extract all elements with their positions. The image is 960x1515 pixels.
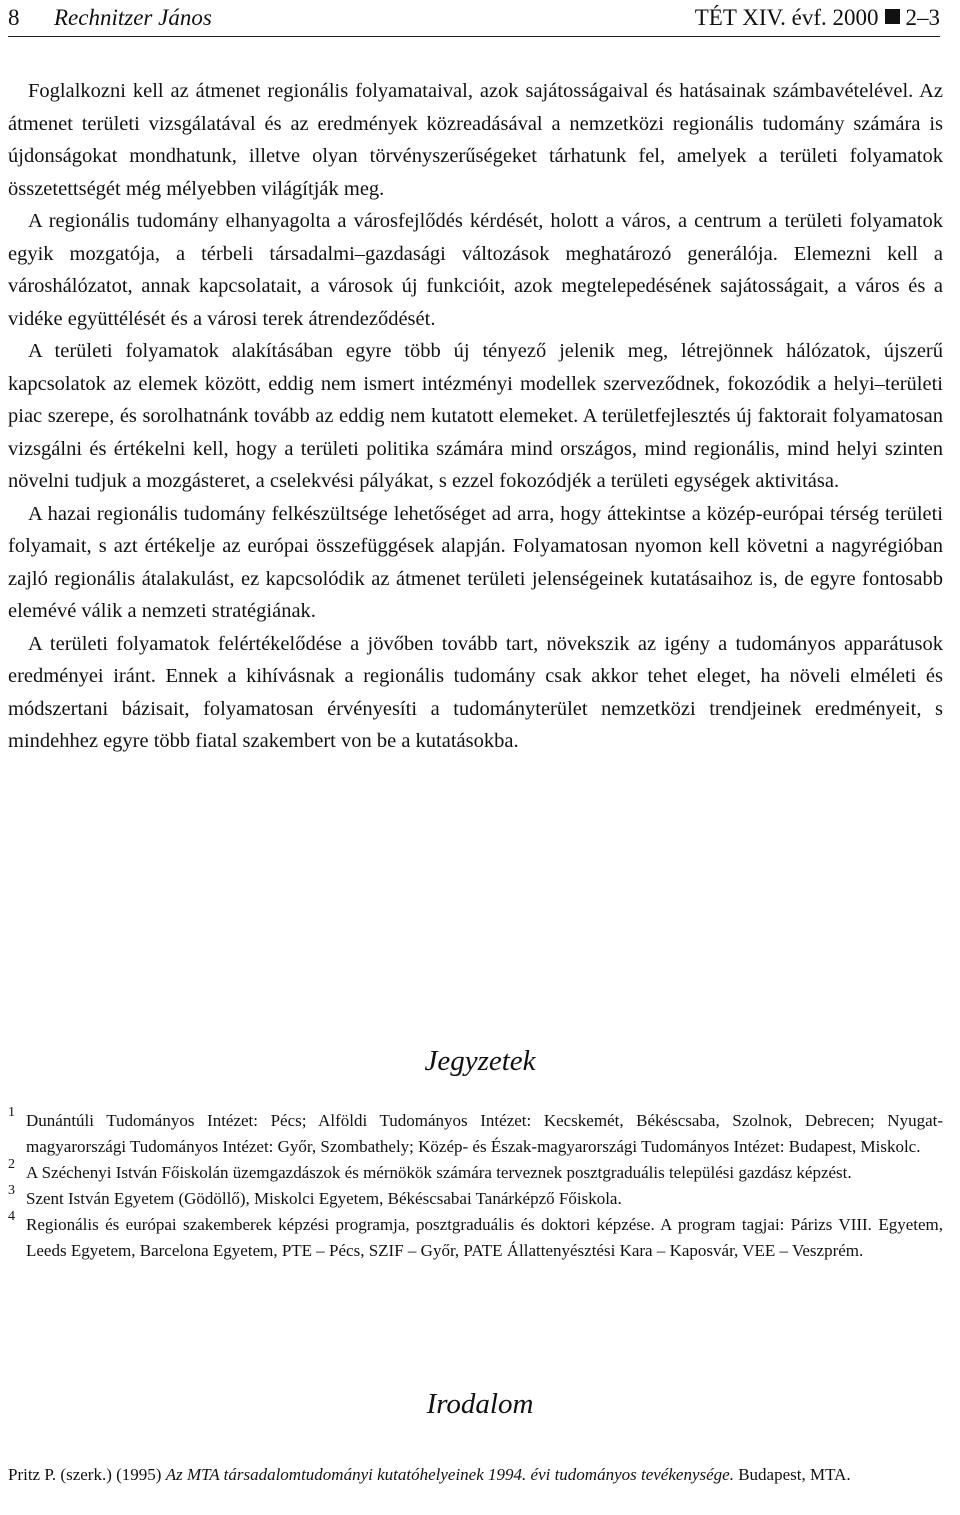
notes-heading: Jegyzetek — [424, 1045, 536, 1077]
note-number: 3 — [8, 1183, 15, 1198]
literature-heading: Irodalom — [426, 1388, 534, 1420]
paragraph-4: A hazai regionális tudomány felkészültsége lehetőséget ad arra, hogy áttekintse a közép-európai térség területi folyamait, s azt értékelje az európai összefüggések alapján. Folyamatosan nyomon kell követni a nagyrégióban zajló regionális átalakulást, ez kapcsolódik az átmenet területi jelenségeinek kutatásaihoz is, de egyre fontosabb elemévé válik a nemzeti stratégiának. — [8, 502, 943, 622]
note-number: 2 — [8, 1157, 15, 1172]
lit-publisher: Budapest, MTA. — [738, 1465, 851, 1484]
literature-entry — [8, 1462, 943, 1488]
note-text: Regionális és európai szakemberek képzési programja, posztgraduális és doktori képzése. A program tagjai: Párizs VIII. Egyetem, Leeds Egyetem, Barcelona Egyetem, PTE – Pécs, SZIF – Győr, PATE Állattenyésztési Kara – Kaposvár, VEE – Veszprém. — [26, 1215, 943, 1260]
note-2 — [8, 1157, 943, 1186]
note-text: A Széchenyi István Főiskolán üzemgazdászok és mérnökök számára terveznek posztgraduális települési gazdász képzést. — [26, 1163, 852, 1182]
paragraph-1: Foglalkozni kell az átmenet regionális folyamataival, azok sajátosságaival és hatásainak számbavételével. Az átmenet területi vizsgálatával és az eredmények közreadásával a nemzetközi regionális tudomány számára is újdonságokat mondhatunk, illetve olyan törvényszerűségeket tárhatunk fel, amelyek a területi folyamatok összetettségét még mélyebben világítják meg. — [8, 80, 943, 200]
note-text: Szent István Egyetem (Gödöllő), Miskolci Egyetem, Békéscsabai Tanárképző Főiskola. — [26, 1189, 622, 1208]
lit-title: Az MTA társadalomtudományi kutatóhelyeinek 1994. évi tudományos tevékenysége. — [165, 1465, 734, 1484]
notes-list — [8, 1105, 943, 1264]
paragraph-2: A regionális tudomány elhanyagolta a városfejlődés kérdését, holott a város, a centrum a területi folyamatok egyik mozgatója, a térbeli társadalmi–gazdasági változások meghatározó generálója. Elemezni kell a városhálózatot, annak kapcsolatait, a városok új funkcióit, azok megtelepedésének sajátosságait, a város és a vidéke együttélését és a városi terek átrendeződését. — [8, 210, 943, 330]
note-number: 4 — [8, 1209, 15, 1224]
running-author: Rechnitzer János — [54, 5, 212, 30]
page-header — [8, 2, 940, 37]
page-number: 8 — [8, 5, 20, 30]
note-number: 1 — [8, 1105, 15, 1120]
note-3 — [8, 1183, 943, 1212]
body-text — [8, 75, 943, 758]
lit-author: Pritz P. (szerk.) (1995) — [8, 1465, 162, 1484]
paragraph-5: A területi folyamatok felértékelődése a jövőben tovább tart, növekszik az igény a tudományos apparátusok eredményei iránt. Ennek a kihívásnak a regionális tudomány csak akkor tehet eleget, ha növeli elméleti és módszertani bázisait, folyamatosan érvényesíti a tudományterület nemzetközi trendjeinek eredményeit, s mindehhez egyre több fiatal szakembert von be a kutatásokba. — [8, 632, 943, 752]
note-4 — [8, 1209, 943, 1264]
square-bullet-icon — [885, 9, 900, 24]
note-1 — [8, 1105, 943, 1160]
running-journal — [695, 5, 940, 31]
journal-issue: 2–3 — [905, 5, 940, 30]
note-text: Dunántúli Tudományos Intézet: Pécs; Alföldi Tudományos Intézet: Kecskemét, Békéscsaba, Szolnok, Debrecen; Nyugat-magyarországi Tudományos Intézet: Győr, Szombathely; Közép- és Észak-magyarországi Tudományos Intézet: Budapest, Miskolc. — [26, 1111, 943, 1156]
paragraph-3: A területi folyamatok alakításában egyre több új tényező jelenik meg, létrejönnek hálózatok, újszerű kapcsolatok az elemek között, eddig nem ismert intézményi modellek szerveződnek, fokozódik a helyi–területi piac szerepe, és sorolhatnánk tovább az eddig nem kutatott elemeket. A területfejlesztés új faktorait folyamatosan vizsgálni és értékelni kell, hogy a területi politika számára mind országos, mind regionális, mind helyi szinten növelni tudjuk a mozgásteret, a cselekvési pályákat, s ezzel fokozódjék a területi egységek aktivitása. — [8, 340, 943, 492]
journal-name: TÉT XIV. évf. 2000 — [694, 5, 879, 30]
